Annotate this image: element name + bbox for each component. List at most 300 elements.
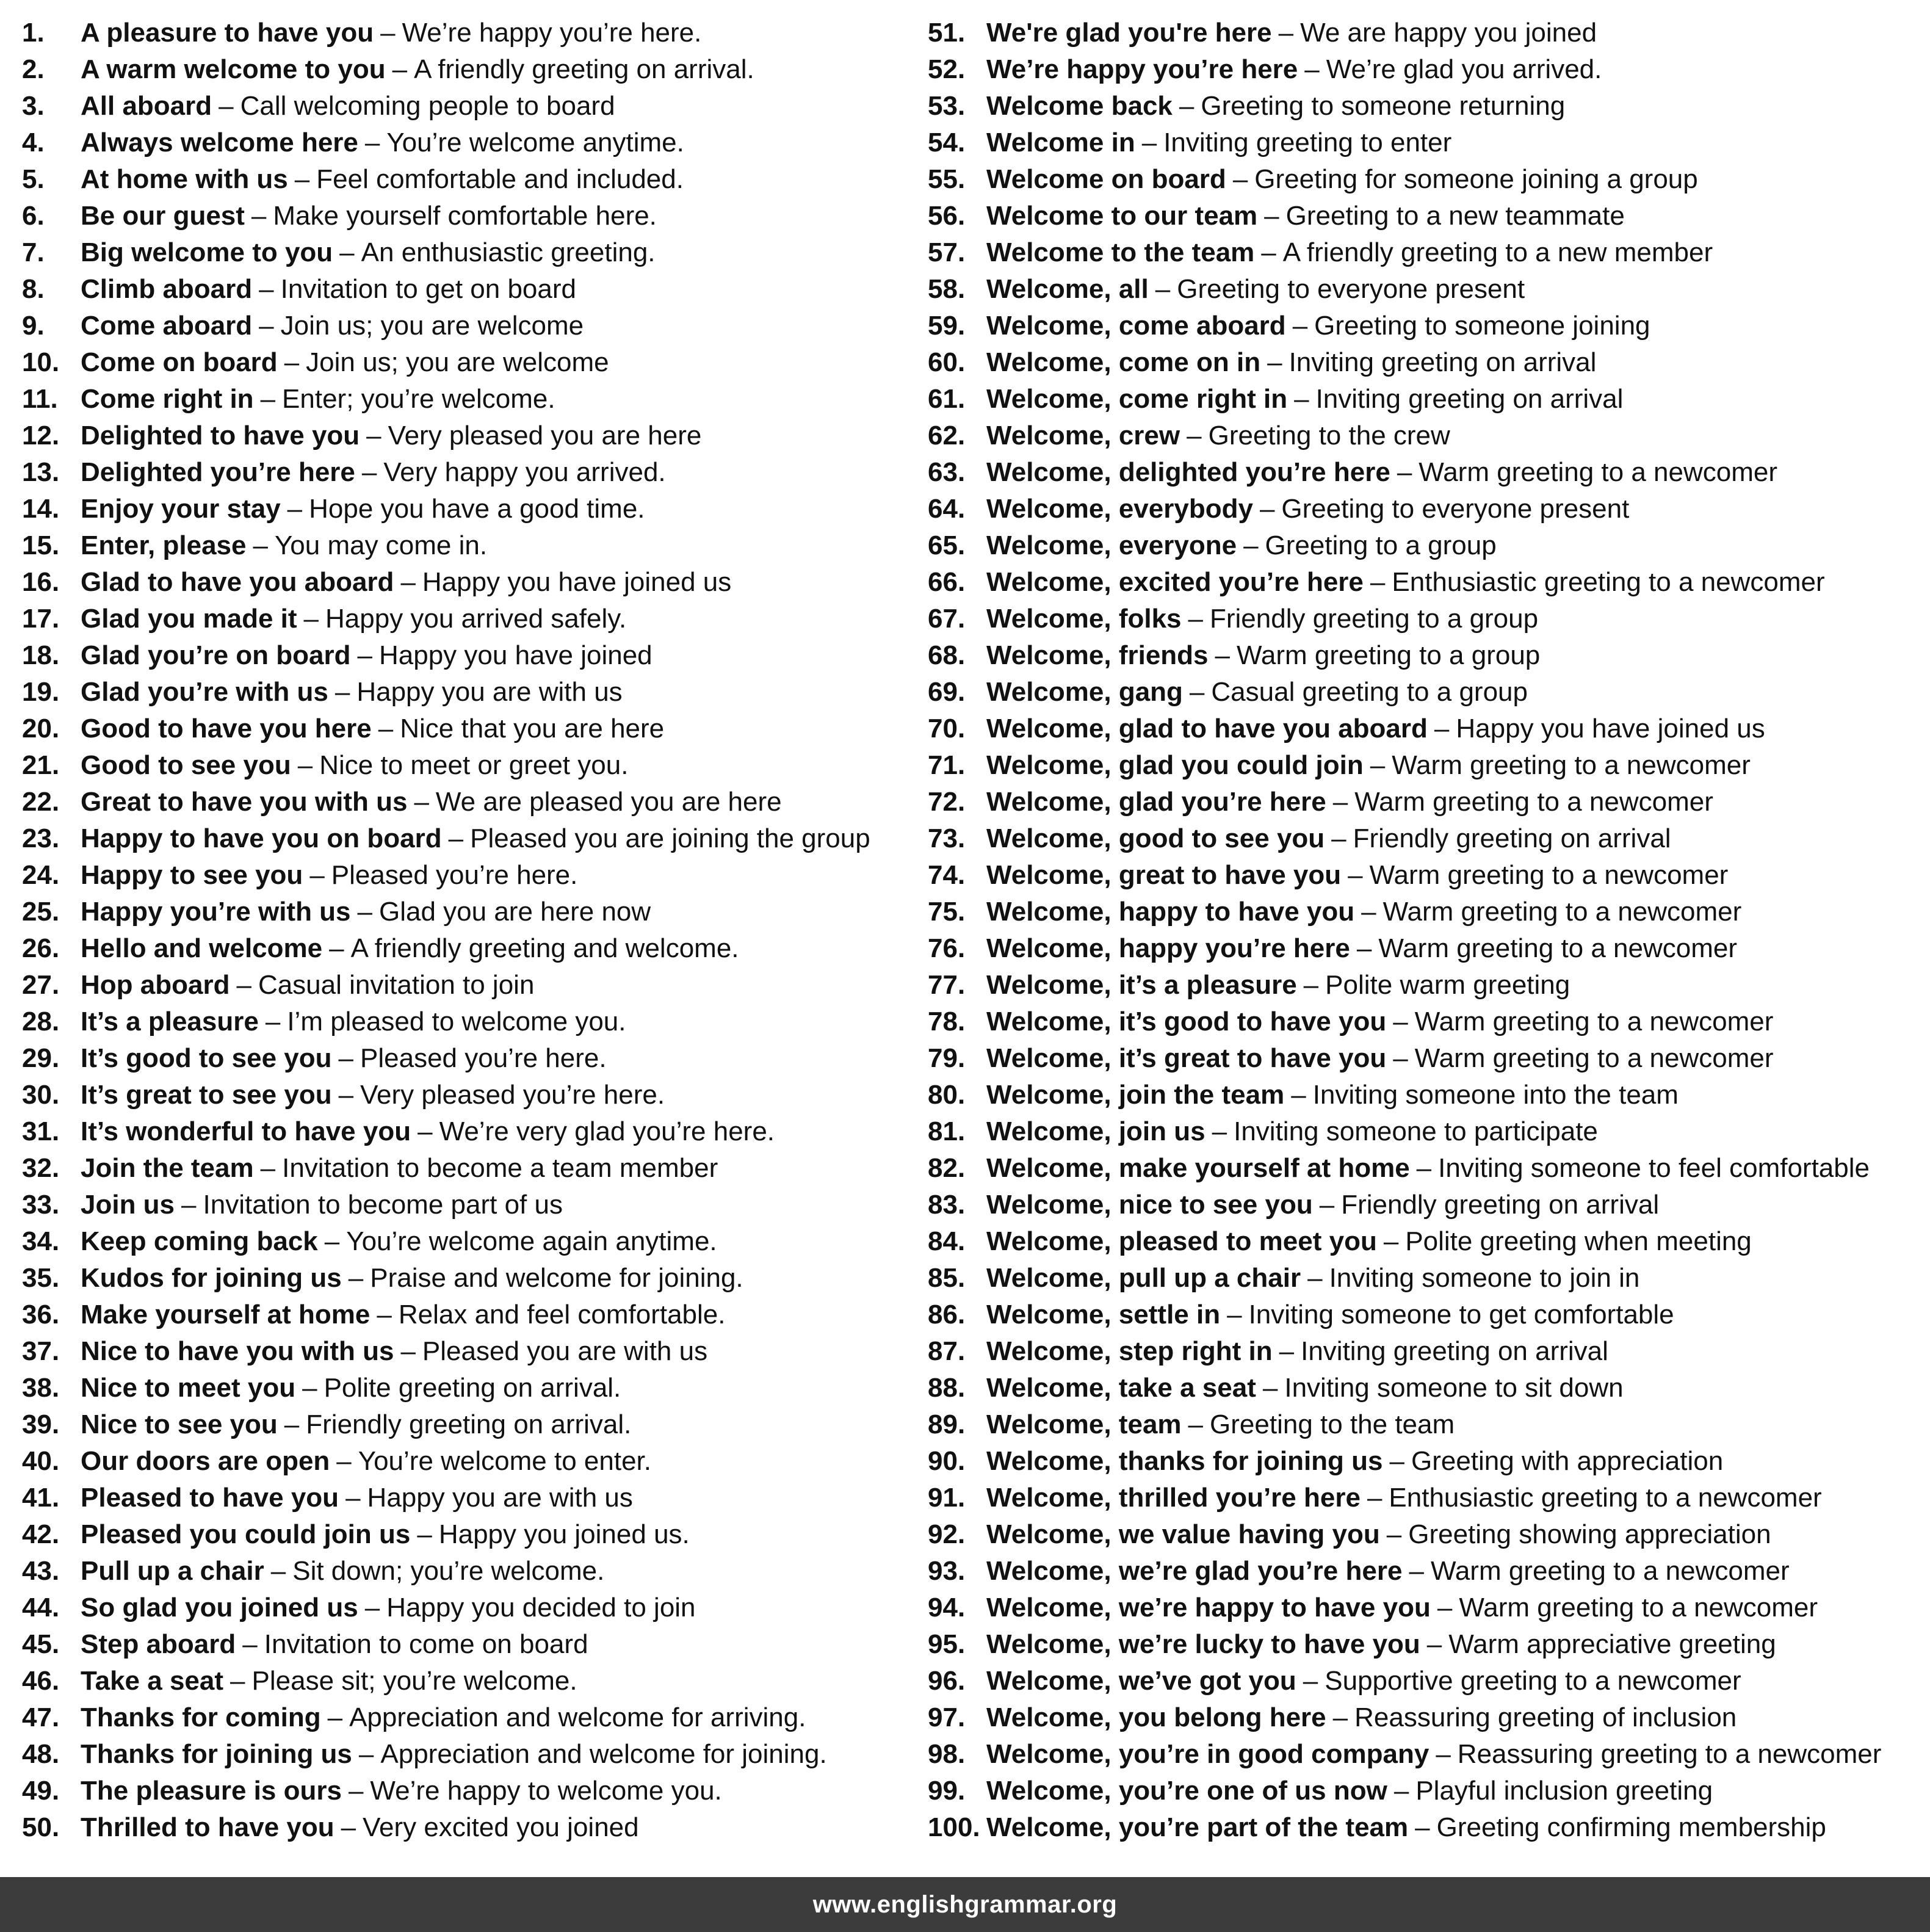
separator-dash: – (1331, 823, 1346, 853)
list-item (928, 674, 1929, 711)
separator-dash: – (287, 494, 303, 524)
phrase-text: Welcome, glad you could join (986, 750, 1364, 780)
item-number: 62. (928, 421, 966, 450)
list-item (928, 1590, 1929, 1626)
list-item (22, 1040, 907, 1077)
list-item (22, 1773, 907, 1809)
phrase-text: Make yourself at home (81, 1300, 370, 1330)
phrase-text: Thanks for coming (81, 1702, 321, 1732)
separator-dash: – (1189, 677, 1205, 707)
phrase-definition: Reassuring greeting to a newcomer (1457, 1739, 1882, 1769)
list-item (22, 308, 907, 344)
phrase-definition: Friendly greeting on arrival (1341, 1190, 1660, 1220)
phrase-definition: Greeting to everyone present (1281, 494, 1630, 524)
phrase-text: Pull up a chair (81, 1556, 264, 1586)
separator-dash: – (364, 1593, 380, 1623)
phrase-definition: Hope you have a good time. (309, 494, 645, 524)
separator-dash: – (336, 1446, 352, 1476)
phrase-definition: We’re very glad you’re here. (439, 1116, 775, 1146)
separator-dash: – (1303, 1666, 1318, 1696)
phrase-definition: You’re welcome to enter. (358, 1446, 651, 1476)
phrase-definition: Warm greeting to a newcomer (1419, 457, 1778, 487)
phrase-text: Welcome, you’re one of us now (986, 1776, 1387, 1806)
item-number: 5. (22, 164, 45, 194)
separator-dash: – (1243, 530, 1259, 560)
phrase-text: Welcome, crew (986, 421, 1180, 450)
phrase-text: We’re happy you’re here (986, 54, 1298, 84)
separator-dash: – (1307, 1263, 1323, 1293)
item-number: 6. (22, 201, 45, 231)
separator-dash: – (284, 347, 300, 377)
phrase-text: Come aboard (81, 311, 253, 341)
item-number: 44. (22, 1593, 60, 1623)
phrase-text: We're glad you're here (986, 18, 1272, 48)
separator-dash: – (303, 604, 319, 634)
item-number: 37. (22, 1336, 60, 1366)
phrase-definition: Friendly greeting on arrival (1353, 823, 1671, 853)
phrase-definition: Happy you are with us (356, 677, 623, 707)
separator-dash: – (1319, 1190, 1335, 1220)
separator-dash: – (1259, 494, 1275, 524)
phrase-text: Welcome, it’s good to have you (986, 1007, 1387, 1037)
separator-dash: – (1261, 237, 1276, 267)
list-item (928, 1040, 1929, 1077)
item-number: 43. (22, 1556, 60, 1586)
item-number: 20. (22, 714, 60, 743)
separator-dash: – (1436, 1739, 1451, 1769)
phrase-definition: Invitation to come on board (264, 1629, 588, 1659)
list-item (22, 454, 907, 491)
separator-dash: – (251, 201, 267, 231)
phrase-definition: Very pleased you’re here. (360, 1080, 665, 1110)
phrase-text: Welcome, friends (986, 640, 1209, 670)
phrase-text: Glad to have you aboard (81, 567, 394, 597)
phrase-text: Welcome, you’re in good company (986, 1739, 1429, 1769)
list-item (22, 1406, 907, 1443)
separator-dash: – (242, 1629, 258, 1659)
item-number: 97. (928, 1702, 966, 1732)
separator-dash: – (357, 897, 372, 927)
phrase-text: Welcome, all (986, 274, 1149, 304)
phrase-text: Welcome, folks (986, 604, 1182, 634)
phrase-definition: Very happy you arrived. (383, 457, 666, 487)
list-item (22, 1809, 907, 1846)
separator-dash: – (1437, 1593, 1453, 1623)
phrase-text: Come on board (81, 347, 278, 377)
phrase-text: Welcome on board (986, 164, 1226, 194)
phrase-definition: Warm greeting to a newcomer (1430, 1556, 1790, 1586)
phrase-text: Welcome, we’re glad you’re here (986, 1556, 1403, 1586)
phrase-text: Welcome, team (986, 1409, 1182, 1439)
phrase-definition: Invitation to become part of us (203, 1190, 563, 1220)
separator-dash: – (1409, 1556, 1424, 1586)
item-number: 4. (22, 128, 45, 157)
list-item (928, 637, 1929, 674)
list-item (928, 308, 1929, 344)
list-item (22, 381, 907, 418)
phrase-definition: Warm greeting to a newcomer (1414, 1007, 1774, 1037)
list-item (22, 125, 907, 161)
phrase-definition: Greeting to someone returning (1201, 91, 1566, 121)
phrase-definition: We’re glad you arrived. (1326, 54, 1602, 84)
phrase-text: Hello and welcome (81, 933, 323, 963)
item-number: 85. (928, 1263, 966, 1293)
list-item (22, 1699, 907, 1736)
item-number: 57. (928, 237, 966, 267)
separator-dash: – (260, 384, 276, 414)
item-number: 49. (22, 1776, 60, 1806)
list-item (928, 1370, 1929, 1406)
phrase-text: Welcome, we’re happy to have you (986, 1593, 1431, 1623)
separator-dash: – (1215, 640, 1230, 670)
separator-dash: – (1415, 1812, 1430, 1842)
phrase-definition: Warm greeting to a newcomer (1378, 933, 1738, 963)
separator-dash: – (1292, 311, 1308, 341)
item-number: 42. (22, 1519, 60, 1549)
list-item (928, 1113, 1929, 1150)
phrase-definition: Sit down; you’re welcome. (292, 1556, 605, 1586)
phrase-text: Delighted to have you (81, 421, 360, 450)
item-number: 95. (928, 1629, 966, 1659)
phrase-text: A pleasure to have you (81, 18, 374, 48)
phrase-text: The pleasure is ours (81, 1776, 342, 1806)
list-item (928, 381, 1929, 418)
separator-dash: – (400, 1336, 416, 1366)
separator-dash: – (259, 274, 274, 304)
item-number: 52. (928, 54, 966, 84)
phrase-text: Join the team (81, 1153, 254, 1183)
separator-dash: – (345, 1483, 361, 1513)
list-item (928, 125, 1929, 161)
separator-dash: – (378, 714, 394, 743)
phrase-text: Welcome, it’s a pleasure (986, 970, 1297, 1000)
separator-dash: – (338, 1043, 353, 1073)
item-number: 14. (22, 494, 60, 524)
item-number: 70. (928, 714, 966, 743)
separator-dash: – (219, 91, 234, 121)
separator-dash: – (327, 1702, 343, 1732)
item-number: 54. (928, 128, 966, 157)
separator-dash: – (341, 1812, 356, 1842)
item-number: 18. (22, 640, 60, 670)
list-item (22, 1297, 907, 1333)
item-number: 23. (22, 823, 60, 853)
phrase-text: Welcome, nice to see you (986, 1190, 1313, 1220)
phrase-definition: Inviting greeting on arrival (1288, 347, 1597, 377)
item-number: 38. (22, 1373, 60, 1403)
item-number: 96. (928, 1666, 966, 1696)
item-number: 65. (928, 530, 966, 560)
item-number: 27. (22, 970, 60, 1000)
phrase-text: Take a seat (81, 1666, 224, 1696)
phrase-text: At home with us (81, 164, 288, 194)
separator-dash: – (1303, 970, 1319, 1000)
item-number: 35. (22, 1263, 60, 1293)
list-item (928, 1333, 1929, 1370)
list-item (22, 674, 907, 711)
list-item (22, 161, 907, 198)
phrase-text: Glad you made it (81, 604, 297, 634)
item-number: 26. (22, 933, 60, 963)
list-item (22, 271, 907, 308)
separator-dash: – (364, 128, 380, 157)
separator-dash: – (309, 860, 325, 890)
phrase-text: Welcome, come right in (986, 384, 1288, 414)
list-item (22, 564, 907, 601)
phrase-text: Happy to see you (81, 860, 303, 890)
item-number: 75. (928, 897, 966, 927)
item-number: 48. (22, 1739, 60, 1769)
phrase-text: Welcome in (986, 128, 1135, 157)
phrase-definition: Call welcoming people to board (240, 91, 615, 121)
phrase-text: Welcome, pull up a chair (986, 1263, 1301, 1293)
phrase-text: Welcome, glad you’re here (986, 787, 1326, 817)
item-number: 1. (22, 18, 45, 48)
item-number: 72. (928, 787, 966, 817)
item-number: 15. (22, 530, 60, 560)
separator-dash: – (270, 1556, 286, 1586)
separator-dash: – (1291, 1080, 1306, 1110)
separator-dash: – (1278, 18, 1294, 48)
phrase-text: It’s a pleasure (81, 1007, 259, 1037)
phrase-definition: Very pleased you are here (388, 421, 702, 450)
list-item (928, 344, 1929, 381)
item-number: 25. (22, 897, 60, 927)
item-number: 60. (928, 347, 966, 377)
phrase-definition: You’re welcome anytime. (386, 128, 684, 157)
separator-dash: – (329, 933, 344, 963)
item-number: 45. (22, 1629, 60, 1659)
list-item (22, 1187, 907, 1223)
phrase-text: Welcome, make yourself at home (986, 1153, 1410, 1183)
phrase-text: Nice to see you (81, 1409, 278, 1439)
list-item (22, 344, 907, 381)
separator-dash: – (1332, 787, 1348, 817)
list-item (928, 527, 1929, 564)
phrase-text: Happy you’re with us (81, 897, 351, 927)
separator-dash: – (181, 1190, 197, 1220)
list-item (928, 454, 1929, 491)
separator-dash: – (302, 1373, 317, 1403)
phrase-text: Welcome, delighted you’re here (986, 457, 1390, 487)
item-number: 67. (928, 604, 966, 634)
phrase-definition: Relax and feel comfortable. (398, 1300, 726, 1330)
phrase-definition: An enthusiastic greeting. (361, 237, 656, 267)
list-item (22, 234, 907, 271)
separator-dash: – (400, 567, 416, 597)
list-item (928, 784, 1929, 820)
separator-dash: – (1264, 201, 1279, 231)
list-item (22, 930, 907, 967)
phrase-text: Welcome, great to have you (986, 860, 1342, 890)
item-number: 86. (928, 1300, 966, 1330)
item-number: 98. (928, 1739, 966, 1769)
list-item (928, 1004, 1929, 1040)
phrase-text: Welcome, it’s great to have you (986, 1043, 1387, 1073)
item-number: 84. (928, 1226, 966, 1256)
phrase-definition: Reassuring greeting of inclusion (1354, 1702, 1737, 1732)
phrase-text: Welcome, everyone (986, 530, 1237, 560)
list-item (928, 1260, 1929, 1297)
list-item (22, 894, 907, 930)
separator-dash: – (357, 640, 372, 670)
item-number: 22. (22, 787, 60, 817)
list-item (22, 784, 907, 820)
separator-dash: – (1426, 1629, 1442, 1659)
separator-dash: – (1188, 604, 1203, 634)
list-item (928, 601, 1929, 637)
phrase-text: Welcome, you belong here (986, 1702, 1326, 1732)
phrase-definition: Please sit; you’re welcome. (251, 1666, 577, 1696)
website-url[interactable]: www.englishgrammar.org (812, 1890, 1118, 1918)
item-number: 74. (928, 860, 966, 890)
separator-dash: – (1227, 1300, 1242, 1330)
phrase-definition: Pleased you are with us (422, 1336, 708, 1366)
item-number: 93. (928, 1556, 966, 1586)
item-number: 9. (22, 311, 45, 341)
phrase-definition: Make yourself comfortable here. (273, 201, 657, 231)
phrase-definition: Supportive greeting to a newcomer (1325, 1666, 1741, 1696)
list-item (22, 967, 907, 1004)
separator-dash: – (1393, 1007, 1408, 1037)
list-item (22, 1333, 907, 1370)
phrase-definition: Inviting someone to feel comfortable (1438, 1153, 1870, 1183)
phrase-text: Welcome, take a seat (986, 1373, 1256, 1403)
item-number: 11. (22, 384, 58, 414)
separator-dash: – (1367, 1483, 1382, 1513)
phrase-definition: Friendly greeting on arrival. (306, 1409, 632, 1439)
separator-dash: – (1304, 54, 1320, 84)
phrase-text: Welcome, glad to have you aboard (986, 714, 1428, 743)
item-number: 77. (928, 970, 966, 1000)
list-item (928, 820, 1929, 857)
list-item (928, 161, 1929, 198)
phrase-column-left (22, 15, 907, 1846)
item-number: 69. (928, 677, 966, 707)
item-number: 78. (928, 1007, 966, 1037)
separator-dash: – (236, 970, 251, 1000)
list-item (928, 271, 1929, 308)
phrase-text: Step aboard (81, 1629, 236, 1659)
list-item (22, 1663, 907, 1699)
item-number: 58. (928, 274, 966, 304)
phrase-definition: Happy you are with us (367, 1483, 633, 1513)
phrase-definition: Warm greeting to a newcomer (1369, 860, 1729, 890)
phrase-definition: Praise and welcome for joining. (370, 1263, 743, 1293)
phrase-text: All aboard (81, 91, 212, 121)
separator-dash: – (366, 421, 381, 450)
phrase-text: Welcome to the team (986, 237, 1255, 267)
phrase-definition: You’re welcome again anytime. (346, 1226, 717, 1256)
phrase-text: It’s great to see you (81, 1080, 332, 1110)
separator-dash: – (1332, 1702, 1348, 1732)
separator-dash: – (324, 1226, 340, 1256)
item-number: 39. (22, 1409, 60, 1439)
phrase-text: Thrilled to have you (81, 1812, 334, 1842)
item-number: 73. (928, 823, 966, 853)
phrase-definition: Greeting confirming membership (1436, 1812, 1826, 1842)
item-number: 30. (22, 1080, 60, 1110)
phrase-text: It’s wonderful to have you (81, 1116, 411, 1146)
phrase-definition: Playful inclusion greeting (1415, 1776, 1713, 1806)
item-number: 91. (928, 1483, 966, 1513)
phrase-text: Good to have you here (81, 714, 372, 743)
separator-dash: – (1294, 384, 1309, 414)
list-item (928, 1480, 1929, 1516)
item-number: 71. (928, 750, 966, 780)
phrase-list (0, 15, 1930, 1846)
list-item (928, 1077, 1929, 1113)
item-number: 82. (928, 1153, 966, 1183)
phrase-text: A warm welcome to you (81, 54, 386, 84)
separator-dash: – (1434, 714, 1450, 743)
phrase-text: Enter, please (81, 530, 247, 560)
item-number: 29. (22, 1043, 60, 1073)
phrase-definition: Greeting to someone joining (1314, 311, 1650, 341)
phrase-definition: We are happy you joined (1300, 18, 1597, 48)
list-item (22, 491, 907, 527)
list-item (928, 967, 1929, 1004)
phrase-text: Welcome back (986, 91, 1173, 121)
list-item (928, 1406, 1929, 1443)
item-number: 79. (928, 1043, 966, 1073)
separator-dash: – (1361, 897, 1376, 927)
item-number: 28. (22, 1007, 60, 1037)
item-number: 55. (928, 164, 966, 194)
phrase-definition: Glad you are here now (379, 897, 651, 927)
phrase-definition: Greeting to a new teammate (1285, 201, 1625, 231)
phrase-text: Glad you’re on board (81, 640, 351, 670)
phrase-definition: We’re happy to welcome you. (370, 1776, 722, 1806)
separator-dash: – (294, 164, 310, 194)
item-number: 81. (928, 1116, 966, 1146)
item-number: 19. (22, 677, 60, 707)
list-item (22, 51, 907, 88)
item-number: 36. (22, 1300, 60, 1330)
list-item (22, 15, 907, 51)
phrase-definition: Invitation to become a team member (282, 1153, 718, 1183)
phrase-definition: Feel comfortable and included. (316, 164, 684, 194)
phrase-definition: Inviting greeting to enter (1163, 128, 1452, 157)
phrase-text: Enjoy your stay (81, 494, 281, 524)
list-item (928, 1443, 1929, 1480)
list-item (928, 747, 1929, 784)
phrase-text: Welcome, good to see you (986, 823, 1325, 853)
phrase-definition: Join us; you are welcome (306, 347, 609, 377)
phrase-definition: Casual invitation to join (258, 970, 535, 1000)
separator-dash: – (1397, 457, 1412, 487)
list-item (22, 1150, 907, 1187)
item-number: 2. (22, 54, 45, 84)
phrase-definition: Enthusiastic greeting to a newcomer (1392, 567, 1825, 597)
list-item (22, 1077, 907, 1113)
separator-dash: – (1232, 164, 1248, 194)
phrase-definition: Polite warm greeting (1325, 970, 1570, 1000)
separator-dash: – (1188, 1409, 1204, 1439)
phrase-definition: Warm greeting to a newcomer (1392, 750, 1751, 780)
separator-dash: – (259, 311, 274, 341)
item-number: 56. (928, 201, 966, 231)
phrase-definition: Happy you joined us. (438, 1519, 690, 1549)
separator-dash: – (1356, 933, 1372, 963)
phrase-definition: Inviting greeting on arrival (1315, 384, 1624, 414)
separator-dash: – (348, 1776, 364, 1806)
item-number: 80. (928, 1080, 966, 1110)
phrase-definition: A friendly greeting and welcome. (350, 933, 739, 963)
phrase-text: Keep coming back (81, 1226, 318, 1256)
list-item (22, 747, 907, 784)
phrase-text: Be our guest (81, 201, 245, 231)
